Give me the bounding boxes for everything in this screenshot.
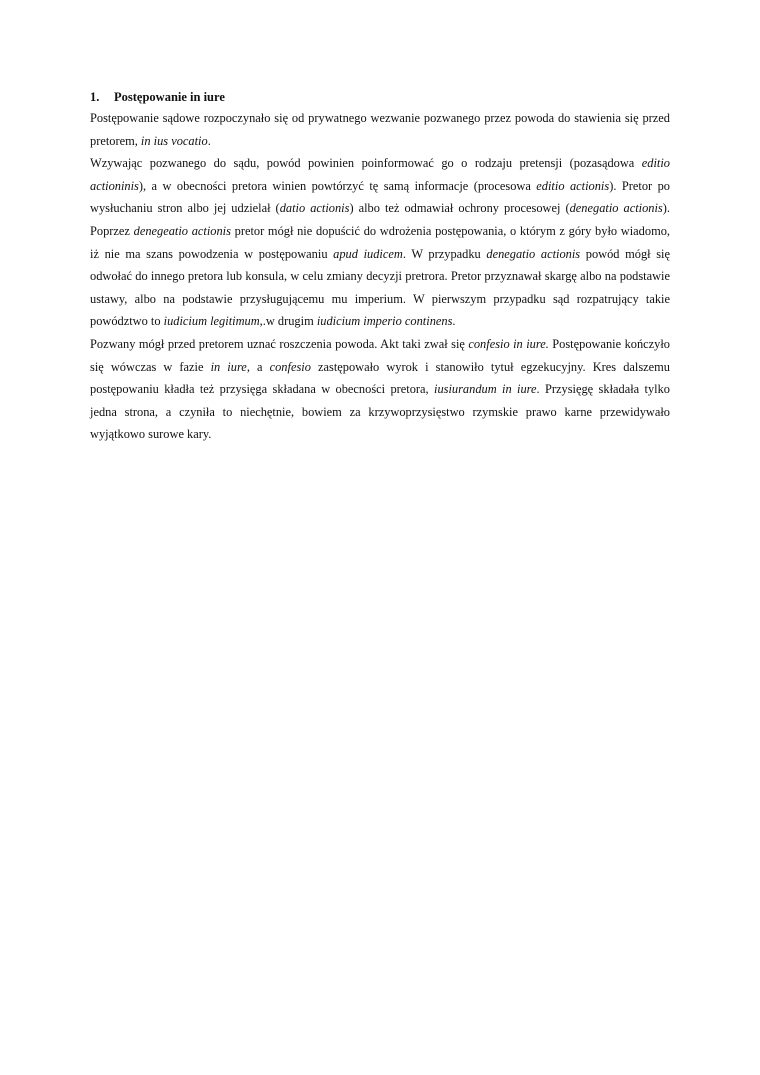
latin-term: denegeatio actionis [133, 223, 231, 238]
body-text [90, 107, 670, 446]
document-page [90, 88, 670, 446]
section-number: 1. [90, 90, 100, 104]
text-run: pretor mógł nie dopuścić do wdrożenia postępowania, o którym z góry było wiadomo, iż nie ma szans powodzenia w postępowaniu [90, 223, 670, 261]
text-run: Postępowanie kończyło się wówczas w fazie [90, 336, 670, 374]
latin-term: datio actionis [279, 201, 350, 216]
text-run: , a [246, 359, 270, 374]
text-run: ) albo też odmawiał ochrony procesowej ( [349, 201, 570, 216]
text-run: ), a w obecności pretora winien powtórzyć tę samą informacje (procesowa [138, 178, 537, 193]
latin-term: apud iudicem [333, 246, 403, 261]
text-run: . [207, 133, 211, 148]
latin-term: iusiurandum in iure [434, 382, 537, 397]
paragraph [90, 152, 670, 333]
latin-term: in ius vocatio [140, 133, 208, 148]
latin-term: iudicium imperio continens [316, 314, 453, 329]
text-run: . W przypadku [402, 246, 487, 261]
text-run: ,.w drugim [259, 314, 317, 329]
paragraph [90, 333, 670, 446]
paragraph [90, 107, 670, 152]
latin-term: denegatio actionis [569, 201, 663, 216]
text-run: ). Poprzez [90, 201, 670, 238]
text-run: . Przysięgę składała tylko jedna strona, a czyniła to niechętnie, bowiem za krzywoprzysięstwo rzymskie prawo karne przewidywało wyjątkowo surowe kary. [90, 382, 670, 442]
latin-term: iudicium legitimum [163, 314, 260, 329]
latin-term: in iure [210, 359, 247, 374]
text-run: . [452, 314, 456, 329]
latin-term: editio actioninis [90, 156, 670, 193]
text-run: Wzywając pozwanego do sądu, powód powinien poinformować go o rodzaju pretensji (pozasądowa [90, 156, 642, 171]
latin-term: confesio [269, 359, 311, 374]
text-run: Postępowanie sądowe rozpoczynało się od prywatnego wezwanie pozwanego przez powoda do stawienia się przed pretorem, [90, 111, 670, 148]
text-run: Pozwany mógł przed pretorem uznać roszczenia powoda. Akt taki zwał się [90, 336, 469, 351]
latin-term: denegatio actionis [486, 246, 581, 261]
text-run: powód mógł się odwołać do innego pretora lub konsula, w celu zmiany decyzji pretrora. Pretor przyznawał skargę albo na podstawie ustawy, albo na podstawie przysługującemu mu imperium. W pierwszym przypadku sąd rozpatrujący takie powództwo to [90, 246, 670, 329]
section-heading [90, 88, 670, 107]
latin-term: confesio in iure. [468, 336, 549, 351]
latin-term: editio actionis [536, 178, 610, 193]
text-run: zastępowało wyrok i stanowiło tytuł egzekucyjny. Kres dalszemu postępowaniu kładła też przysięga składana w obecności pretora, [90, 359, 670, 397]
text-run: ). Pretor po wysłuchaniu stron albo jej udzielał ( [90, 178, 670, 216]
section-title: Postępowanie in iure [114, 90, 225, 104]
